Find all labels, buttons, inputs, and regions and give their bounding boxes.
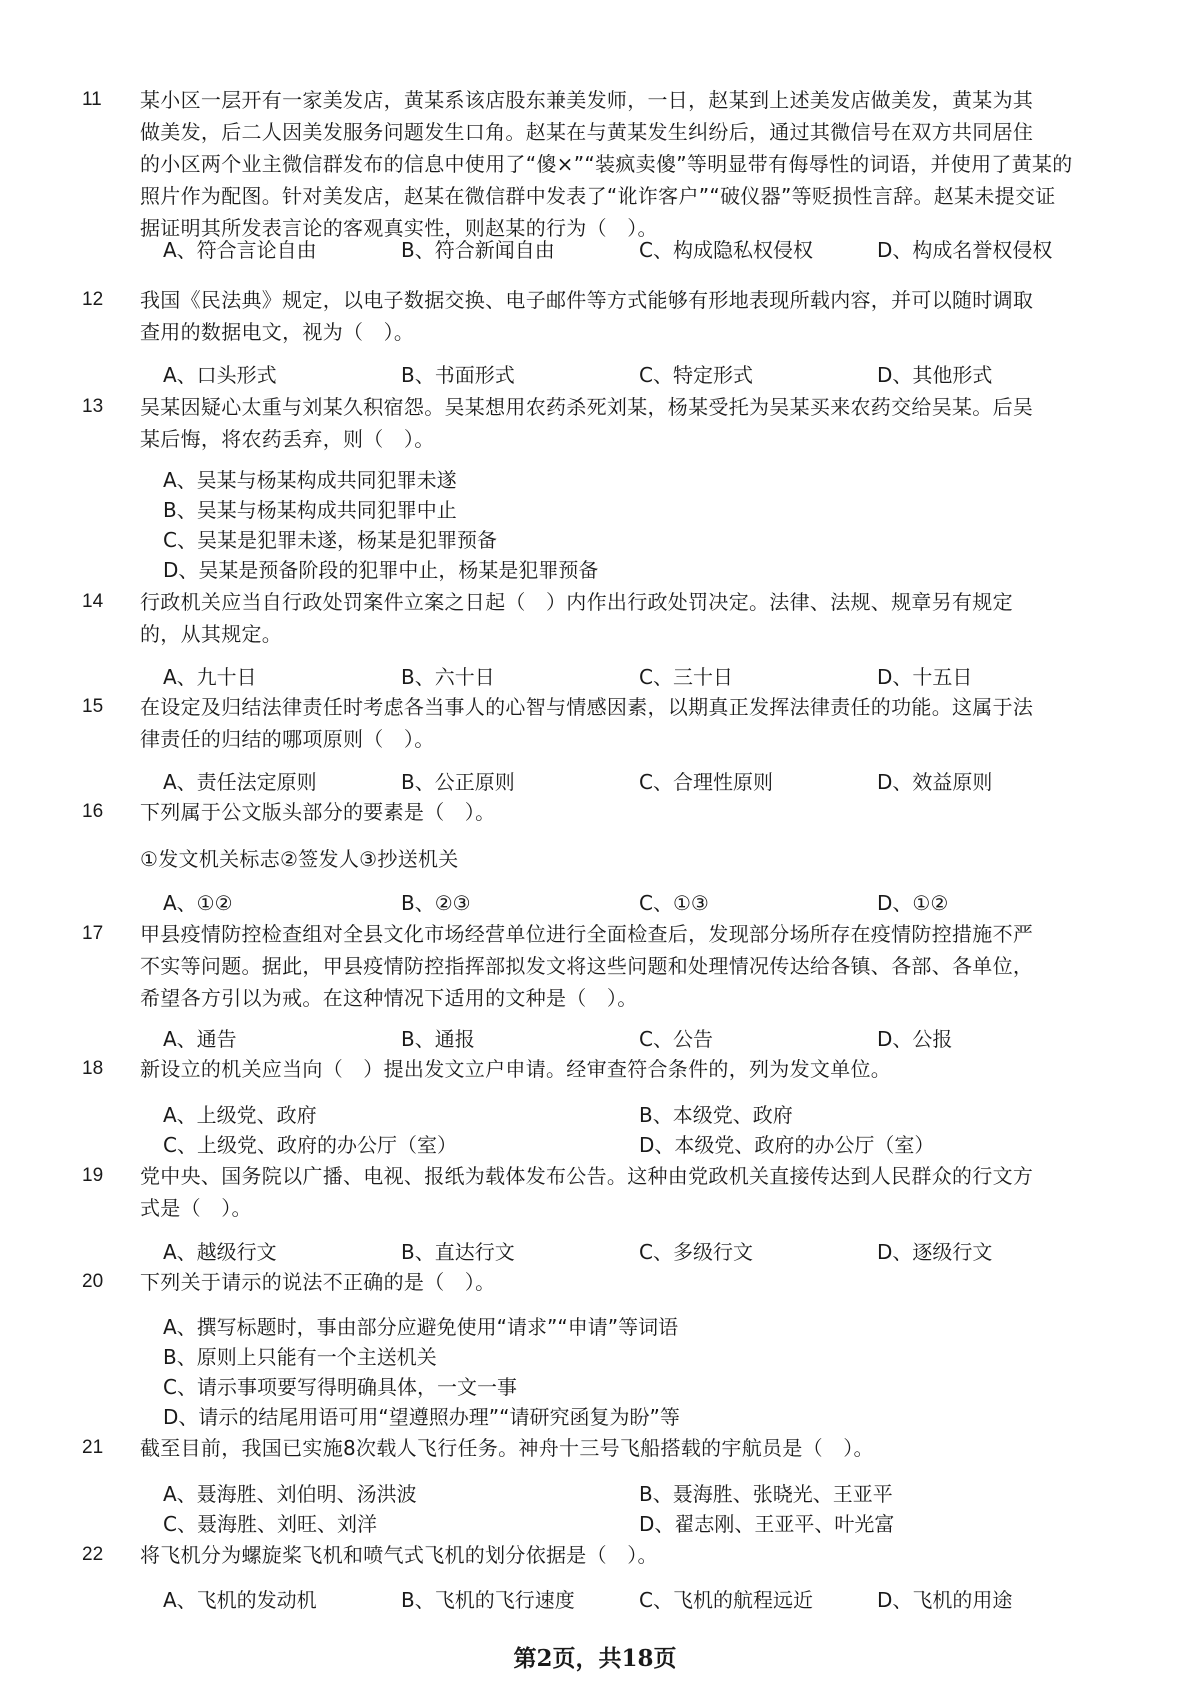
stem-line: 行政机关应当自行政处罚案件立案之日起（ ）内作出行政处罚决定。法律、法规、规章另有规定 xyxy=(140,590,1013,614)
option-c: C、①③ xyxy=(639,891,709,915)
stem-line: 我国《民法典》规定，以电子数据交换、电子邮件等方式能够有形地表现所载内容，并可以随时调取 xyxy=(140,288,1034,312)
option-d: D、逐级行文 xyxy=(877,1240,993,1264)
stem-line: 做美发，后二人因美发服务问题发生口角。赵某在与黄某发生纠纷后，通过其微信号在双方共同居住 xyxy=(140,120,1034,144)
stem-line: 式是（ ）。 xyxy=(140,1196,252,1220)
option-d: D、十五日 xyxy=(877,665,973,689)
option-c: C、上级党、政府的办公厅（室） xyxy=(163,1133,457,1157)
question-number: 12 xyxy=(82,289,104,310)
option-d: D、翟志刚、王亚平、叶光富 xyxy=(639,1512,895,1536)
option-d: D、①② xyxy=(877,891,949,915)
stem-line: 某后悔，将农药丢弃，则（ ）。 xyxy=(140,427,435,451)
question-stem xyxy=(140,691,1095,755)
option-c: C、请示事项要写得明确具体，一文一事 xyxy=(163,1375,517,1399)
option-b: B、本级党、政府 xyxy=(639,1103,793,1127)
option-c: C、聂海胜、刘旺、刘洋 xyxy=(163,1512,377,1536)
option-a: A、口头形式 xyxy=(163,363,277,387)
option-a: A、上级党、政府 xyxy=(163,1103,317,1127)
option-b: B、书面形式 xyxy=(401,363,515,387)
question-number: 18 xyxy=(82,1058,104,1079)
stem-line: 下列属于公文版头部分的要素是（ ）。 xyxy=(140,800,496,824)
option-c: C、合理性原则 xyxy=(639,770,773,794)
option-b: B、聂海胜、张晓光、王亚平 xyxy=(639,1482,893,1506)
option-c: C、飞机的航程远近 xyxy=(639,1588,813,1612)
stem-line: 不实等问题。据此，甲县疫情防控指挥部拟发文将这些问题和处理情况传达给各镇、各部、各单位， xyxy=(140,954,1034,978)
question-number: 15 xyxy=(82,696,104,717)
option-d: D、其他形式 xyxy=(877,363,993,387)
page-footer: 第2页，共18页 xyxy=(513,1645,677,1672)
question-number: 17 xyxy=(82,923,104,944)
stem-line: 党中央、国务院以广播、电视、报纸为载体发布公告。这种由党政机关直接传达到人民群众的行文方 xyxy=(140,1164,1034,1188)
question-statements: ①发文机关标志②签发人③抄送机关 xyxy=(140,847,459,871)
stem-line: 照片作为配图。针对美发店，赵某在微信群中发表了“讹诈客户”“破仪器”等贬损性言辞。赵某未提交证 xyxy=(140,184,1056,208)
option-a: A、①② xyxy=(163,891,233,915)
option-a: A、飞机的发动机 xyxy=(163,1588,317,1612)
stem-line: 吴某因疑心太重与刘某久积宿怨。吴某想用农药杀死刘某，杨某受托为吴某买来农药交给吴某。后吴 xyxy=(140,395,1034,419)
option-a: A、越级行文 xyxy=(163,1240,277,1264)
option-c: C、三十日 xyxy=(639,665,733,689)
question-number: 16 xyxy=(82,801,104,822)
question-number: 19 xyxy=(82,1165,104,1186)
option-a: A、聂海胜、刘伯明、汤洪波 xyxy=(163,1482,417,1506)
option-b: B、符合新闻自由 xyxy=(401,238,555,262)
option-d: D、公报 xyxy=(877,1027,953,1051)
option-b: B、原则上只能有一个主送机关 xyxy=(163,1345,437,1369)
option-b: B、公正原则 xyxy=(401,770,515,794)
question-number: 11 xyxy=(82,89,102,110)
option-a: A、吴某与杨某构成共同犯罪未遂 xyxy=(163,468,457,492)
question-number: 13 xyxy=(82,396,104,417)
option-c: C、特定形式 xyxy=(639,363,753,387)
option-d: D、请示的结尾用语可用“望遵照办理”“请研究函复为盼”等 xyxy=(163,1405,680,1429)
question-stem xyxy=(140,918,1095,1014)
stem-line: 截至目前，我国已实施8次载人飞行任务。神舟十三号飞船搭载的宇航员是（ ）。 xyxy=(140,1436,874,1460)
question-stem xyxy=(140,391,1095,455)
question-number: 22 xyxy=(82,1544,104,1565)
question-number: 14 xyxy=(82,591,104,612)
question-stem xyxy=(140,84,1095,244)
option-c: C、多级行文 xyxy=(639,1240,753,1264)
question-stem xyxy=(140,796,1095,828)
option-c: C、构成隐私权侵权 xyxy=(639,238,813,262)
option-d: D、飞机的用途 xyxy=(877,1588,1013,1612)
stem-line: 希望各方引以为戒。在这种情况下适用的文种是（ ）。 xyxy=(140,986,638,1010)
option-d: D、效益原则 xyxy=(877,770,993,794)
question-number: 20 xyxy=(82,1271,104,1292)
option-b: B、直达行文 xyxy=(401,1240,515,1264)
option-c: C、公告 xyxy=(639,1027,713,1051)
option-a: A、符合言论自由 xyxy=(163,238,317,262)
option-b: B、②③ xyxy=(401,891,471,915)
stem-line: 据证明其所发表言论的客观真实性，则赵某的行为（ ）。 xyxy=(140,216,658,240)
question-stem xyxy=(140,1266,1095,1298)
question-number: 21 xyxy=(82,1437,104,1458)
option-b: B、飞机的飞行速度 xyxy=(401,1588,575,1612)
stem-line: 将飞机分为螺旋桨飞机和喷气式飞机的划分依据是（ ）。 xyxy=(140,1543,658,1567)
option-a: A、通告 xyxy=(163,1027,237,1051)
question-stem xyxy=(140,586,1095,650)
option-b: B、吴某与杨某构成共同犯罪中止 xyxy=(163,498,457,522)
question-stem xyxy=(140,1160,1095,1224)
option-a: A、九十日 xyxy=(163,665,257,689)
option-b: B、通报 xyxy=(401,1027,475,1051)
question-stem xyxy=(140,284,1095,348)
option-d: D、本级党、政府的办公厅（室） xyxy=(639,1133,935,1157)
stem-line: 下列关于请示的说法不正确的是（ ）。 xyxy=(140,1270,496,1294)
stem-line: 的小区两个业主微信群发布的信息中使用了“傻×”“装疯卖傻”等明显带有侮辱性的词语，并使用了黄某的 xyxy=(140,152,1073,176)
option-b: B、六十日 xyxy=(401,665,495,689)
option-d: D、吴某是预备阶段的犯罪中止，杨某是犯罪预备 xyxy=(163,558,599,582)
stem-line: 的，从其规定。 xyxy=(140,622,283,646)
option-d: D、构成名誉权侵权 xyxy=(877,238,1053,262)
stem-line: 查用的数据电文，视为（ ）。 xyxy=(140,320,415,344)
stem-line: 甲县疫情防控检查组对全县文化市场经营单位进行全面检查后，发现部分场所存在疫情防控措施不严 xyxy=(140,922,1034,946)
option-a: A、撰写标题时，事由部分应避免使用“请求”“申请”等词语 xyxy=(163,1315,679,1339)
question-stem xyxy=(140,1539,1095,1571)
stem-line: 新设立的机关应当向（ ）提出发文立户申请。经审查符合条件的，列为发文单位。 xyxy=(140,1057,892,1081)
stem-line: 律责任的归结的哪项原则（ ）。 xyxy=(140,727,435,751)
option-c: C、吴某是犯罪未遂，杨某是犯罪预备 xyxy=(163,528,497,552)
stem-line: 某小区一层开有一家美发店，黄某系该店股东兼美发师，一日，赵某到上述美发店做美发，黄某为其 xyxy=(140,88,1034,112)
question-stem xyxy=(140,1053,1095,1085)
stem-line: 在设定及归结法律责任时考虑各当事人的心智与情感因素，以期真正发挥法律责任的功能。这属于法 xyxy=(140,695,1034,719)
question-stem xyxy=(140,1432,1095,1464)
option-a: A、责任法定原则 xyxy=(163,770,317,794)
